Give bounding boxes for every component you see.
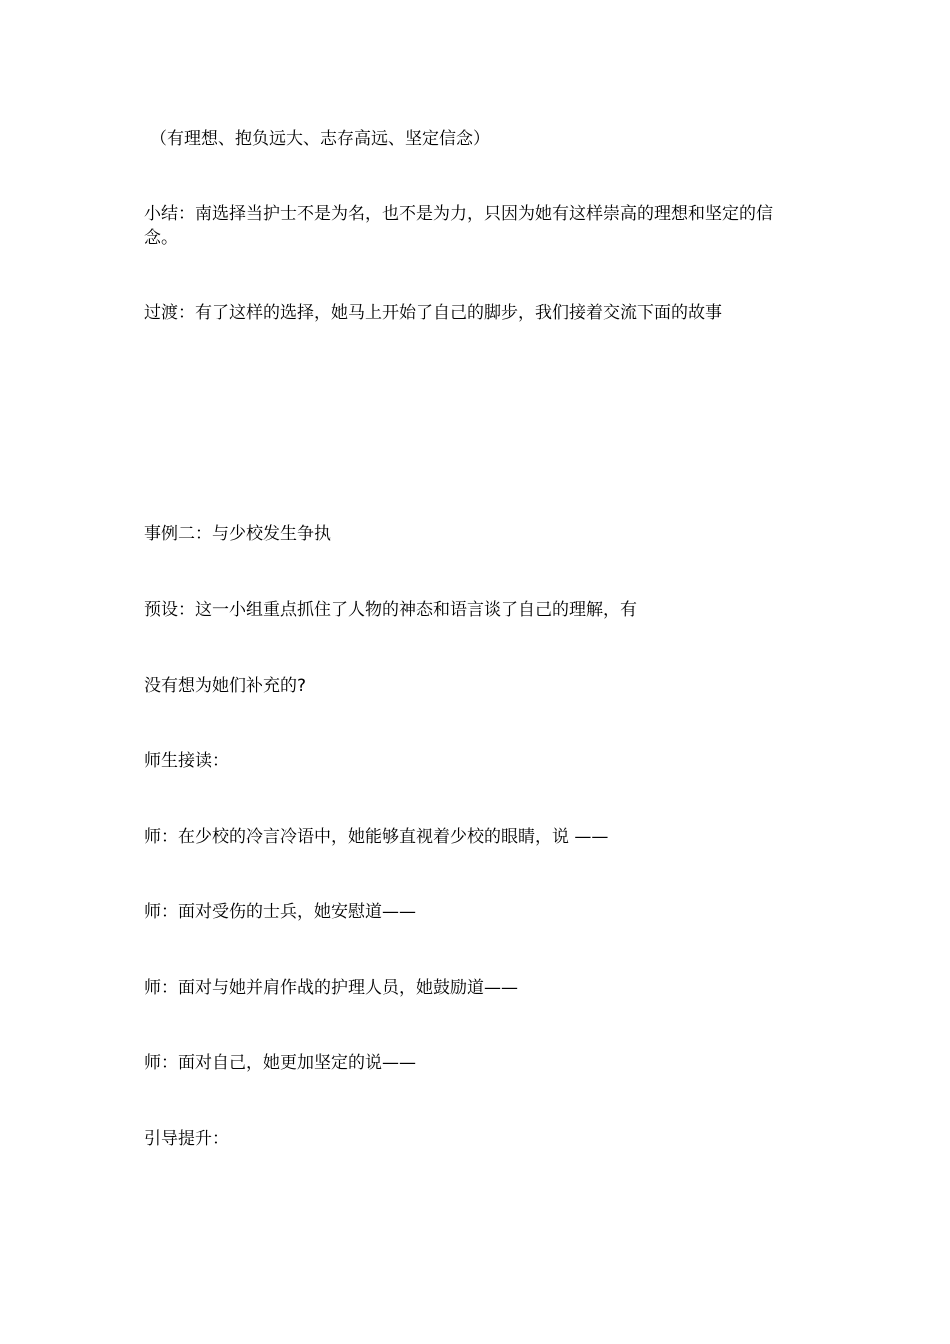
paragraph-joint-reading: 师生接读： xyxy=(144,751,229,771)
paragraph-summary: 小结：南选择当护士不是为名，也不是为力，只因为她有这样崇高的理想和坚定的信念。 xyxy=(144,204,773,248)
paragraph-example-two-heading: 事例二：与少校发生争执 xyxy=(144,524,331,544)
paragraph-teacher-line-4: 师：面对自己，她更加坚定的说—— xyxy=(144,1053,416,1073)
paragraph-transition: 过渡：有了这样的选择，她马上开始了自己的脚步，我们接着交流下面的故事 xyxy=(144,303,722,323)
paragraph-teacher-line-1: 师：在少校的冷言冷语中，她能够直视着少校的眼睛，说 —— xyxy=(144,827,609,847)
paragraph-teacher-line-2: 师：面对受伤的士兵，她安慰道—— xyxy=(144,902,416,922)
paragraph-teacher-line-3: 师：面对与她并肩作战的护理人员，她鼓励道—— xyxy=(144,978,518,998)
paragraph-preset: 预设：这一小组重点抓住了人物的神态和语言谈了自己的理解，有 xyxy=(144,600,637,620)
paragraph-guidance: 引导提升： xyxy=(144,1129,229,1149)
paragraph-ideals-note: （有理想、抱负远大、志存高远、坚定信念） xyxy=(150,129,490,149)
paragraph-question: 没有想为她们补充的? xyxy=(144,676,307,696)
